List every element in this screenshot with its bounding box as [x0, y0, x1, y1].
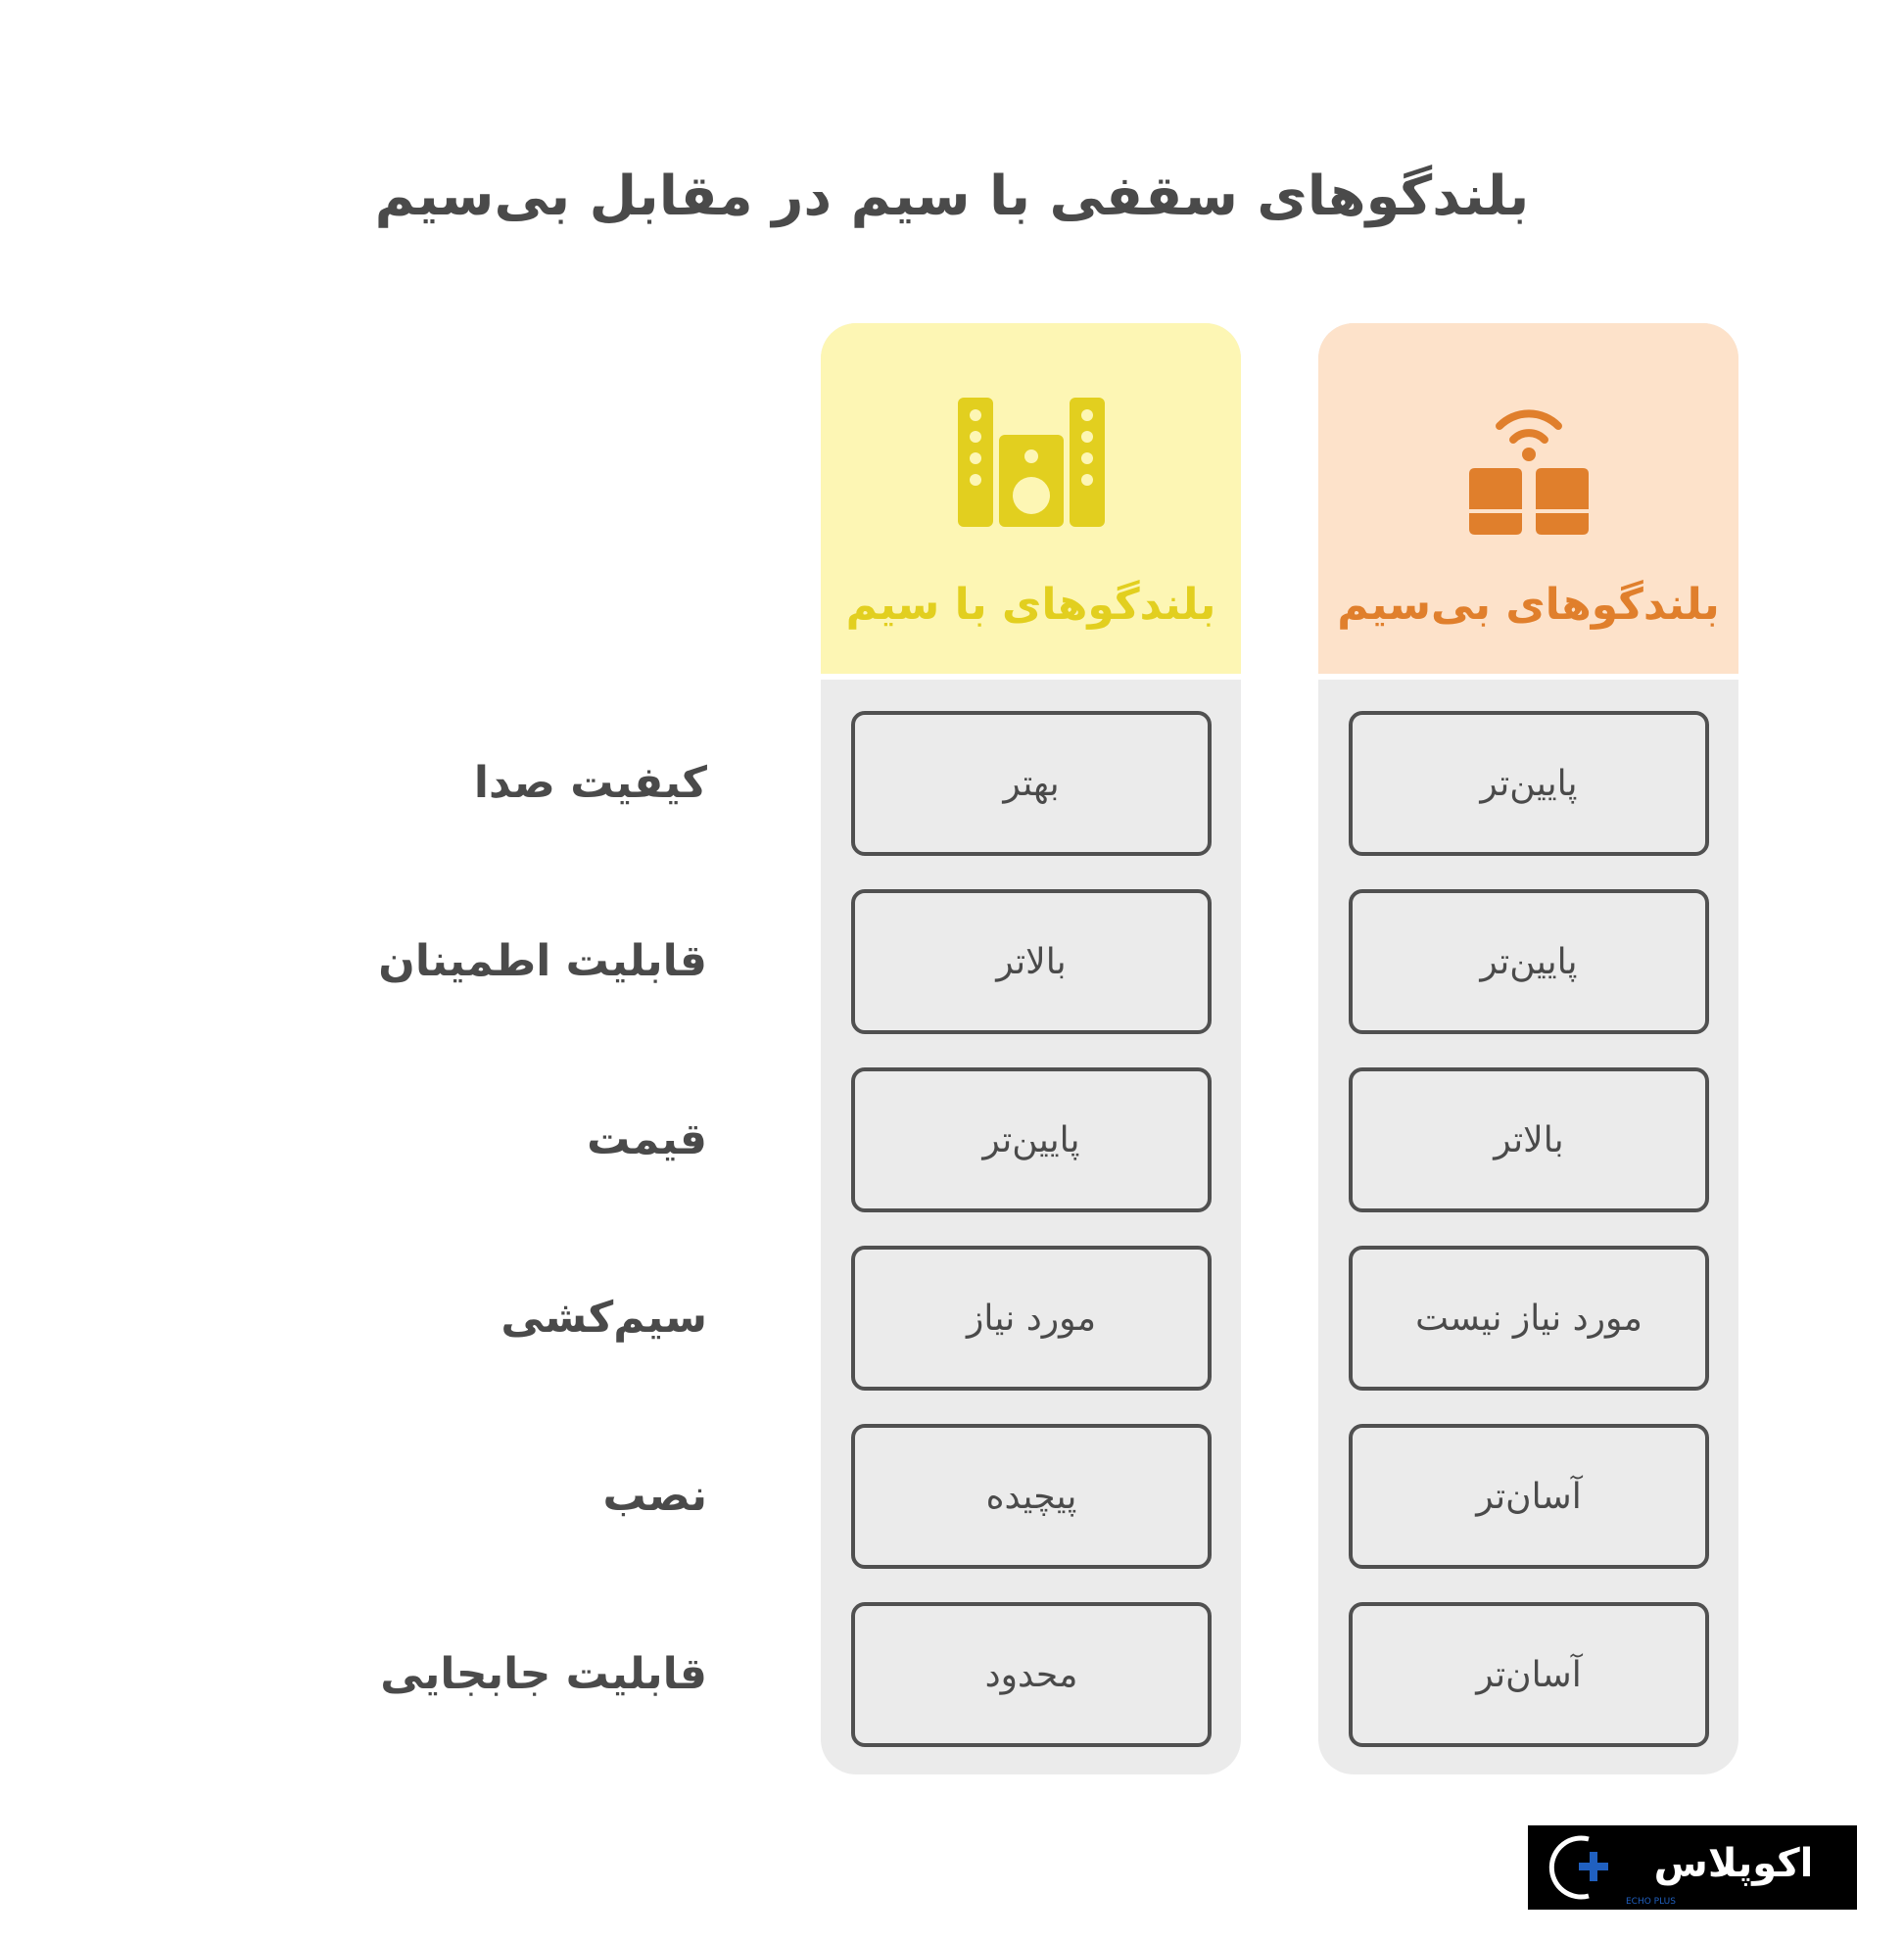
row-label-reliability: قابلیت اطمینان: [378, 936, 707, 986]
header-divider: [821, 674, 1241, 680]
row-label-wiring: سیم‌کشی: [500, 1293, 707, 1343]
wireless-speakers-icon: [1455, 394, 1602, 541]
echo-plus-logo-icon: [1528, 1825, 1857, 1910]
brand-logo: [1528, 1825, 1857, 1910]
page-title: بلندگوهای سقفی با سیم در مقابل بی‌سیم: [374, 165, 1530, 228]
wired-column-label: بلندگوهای با سیم: [845, 580, 1216, 630]
wireless-wiring-cell: مورد نیاز نیست: [1349, 1246, 1709, 1391]
logo-text: اکوپلاس: [1653, 1841, 1814, 1886]
wireless-reliability-cell: پایین‌تر: [1349, 889, 1709, 1034]
row-label-sound-quality: کیفیت صدا: [473, 758, 707, 808]
row-label-portability: قابلیت جابجایی: [380, 1649, 707, 1699]
wired-column: [821, 323, 1241, 1774]
wireless-column-label: بلندگوهای بی‌سیم: [1337, 580, 1720, 630]
wireless-column-header: [1318, 323, 1738, 674]
wired-reliability-cell: بالاتر: [851, 889, 1212, 1034]
logo-subtext: ECHO PLUS: [1626, 1897, 1676, 1907]
wired-column-header: [821, 323, 1241, 674]
header-divider: [1318, 674, 1738, 680]
wireless-sound-quality-cell: پایین‌تر: [1349, 711, 1709, 856]
wireless-portability-cell: آسان‌تر: [1349, 1602, 1709, 1747]
row-label-price: قیمت: [587, 1114, 707, 1164]
wireless-column: [1318, 323, 1738, 1774]
wired-wiring-cell: مورد نیاز: [851, 1246, 1212, 1391]
speaker-system-icon: [958, 394, 1105, 531]
wireless-installation-cell: آسان‌تر: [1349, 1424, 1709, 1569]
wired-price-cell: پایین‌تر: [851, 1067, 1212, 1212]
wired-installation-cell: پیچیده: [851, 1424, 1212, 1569]
wired-sound-quality-cell: بهتر: [851, 711, 1212, 856]
row-label-installation: نصب: [602, 1471, 707, 1521]
wireless-price-cell: بالاتر: [1349, 1067, 1709, 1212]
wired-portability-cell: محدود: [851, 1602, 1212, 1747]
